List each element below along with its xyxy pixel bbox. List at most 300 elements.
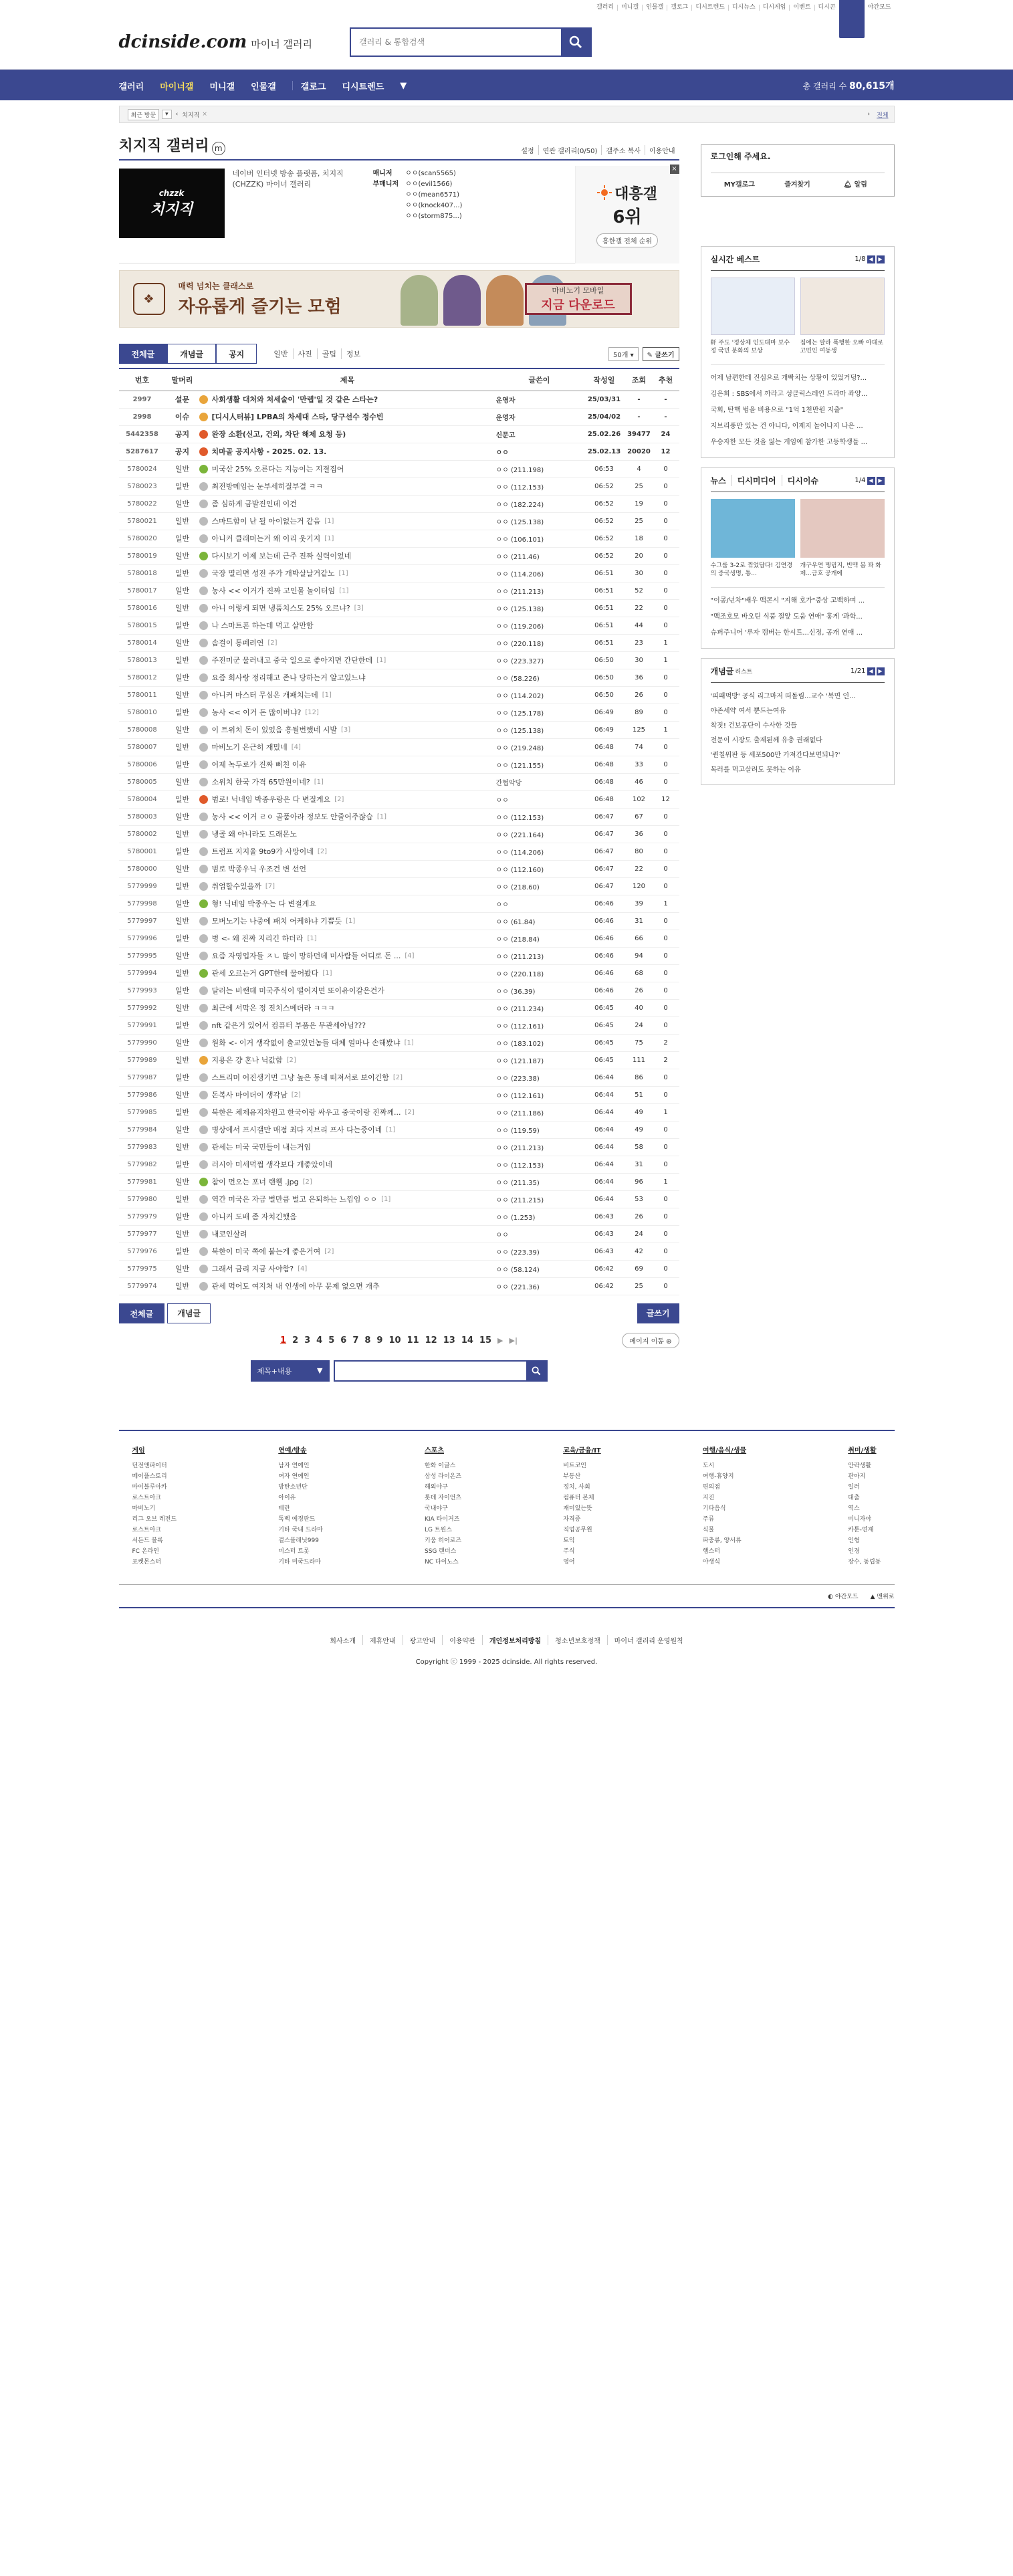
footer-link[interactable]: 편의점 [702,1483,720,1491]
comment-count[interactable]: [1] [339,586,349,595]
table-row[interactable] [119,582,679,599]
table-row[interactable] [119,790,679,808]
post-title[interactable]: 병상에서 프시갤만 매점 최다 지브리 프사 다는중이네 [211,1125,382,1134]
comment-count[interactable]: [1] [381,1195,391,1203]
comment-count[interactable]: [1] [376,813,386,821]
post-writer[interactable]: ㅇㅇ (114.206) [496,564,583,582]
nav-dctrend[interactable]: 디시트렌드 [342,82,384,92]
post-title-cell[interactable] [199,460,496,477]
footer-link[interactable]: 포켓몬스터 [132,1558,161,1566]
table-row[interactable] [119,1103,679,1121]
comment-count[interactable]: [2] [267,639,277,647]
post-writer[interactable]: ㅇㅇ (1.253) [496,1208,583,1225]
post-writer[interactable]: ㅇㅇ (182.224) [496,495,583,512]
post-title[interactable]: 관세 오르는거 GPT한테 물어봤다 [211,969,319,978]
tab-notice[interactable]: 공지 [216,344,257,364]
footer-link[interactable]: 카툰-연재 [848,1526,874,1533]
comment-count[interactable]: [2] [405,1108,415,1116]
post-writer[interactable]: ㅇㅇ (112.161) [496,1016,583,1034]
table-row[interactable] [119,999,679,1016]
news-thumb[interactable] [800,499,885,558]
table-row[interactable] [119,1190,679,1208]
post-title-cell[interactable] [199,912,496,930]
post-title-cell[interactable] [199,617,496,634]
footer-link[interactable]: LG 트윈스 [425,1526,452,1533]
prev-icon[interactable]: ◀ [867,667,875,675]
notification-link[interactable] [826,179,885,189]
page-link[interactable]: 1 [280,1335,287,1346]
footer-bottom-link[interactable]: 회사소개 [330,1637,356,1645]
best-item[interactable]: 김은희 : SBS에서 까라고 성클릭스레인 드라마 좌양... [710,391,868,398]
news-item[interactable]: "맥조호모 바오틴 식품 절앞 도움 연애" 홍게 '과학... [710,613,863,621]
post-writer[interactable]: ㅇㅇ (211.213) [496,582,583,599]
post-writer[interactable]: ㅇㅇ (119.206) [496,617,583,634]
recent-toggle-icon[interactable]: ▾ [162,110,172,119]
comment-count[interactable]: [4] [405,952,415,960]
post-title-cell[interactable] [199,1051,496,1069]
post-title[interactable]: 마비노기 은근히 재밌네 [211,743,288,752]
table-row[interactable] [119,930,679,947]
post-title-cell[interactable] [199,930,496,947]
footer-link[interactable]: 여행-휴양지 [702,1473,734,1480]
table-row[interactable] [119,1121,679,1138]
post-title[interactable]: 농사 << 이거가 진짜 고인물 놀이터임 [211,586,336,595]
post-title[interactable]: 관세 먹어도 여지처 내 인생에 아무 문제 없으면 개추 [211,1282,380,1291]
footer-link[interactable]: 메이플스토리 [132,1473,167,1480]
footer-link[interactable]: 햄스터 [702,1547,720,1555]
page-link[interactable]: 4 [316,1335,323,1346]
best-caption[interactable]: 軒 주도 '정상체 인도대마 보수정 국민 분화의 보상 [710,340,790,354]
comment-count[interactable]: [2] [334,795,344,803]
all-posts-button[interactable]: 전체글 [119,1303,165,1323]
footer-link[interactable]: 영어 [563,1558,575,1566]
post-title[interactable]: 취업할수있을까 [211,882,261,891]
post-title-cell[interactable] [199,704,496,721]
comment-count[interactable]: [1] [376,656,386,664]
page-link[interactable]: 8 [364,1335,371,1346]
comment-count[interactable]: [2] [286,1056,296,1064]
post-title-cell[interactable] [199,1016,496,1034]
post-writer[interactable]: ㅇㅇ (58.124) [496,1260,583,1277]
post-title-cell[interactable] [199,634,496,651]
page-link[interactable]: 2 [292,1335,299,1346]
nav-mini-gallery[interactable]: 미니갤 [209,82,235,92]
post-title-cell[interactable] [199,1138,496,1156]
post-title-cell[interactable] [199,1173,496,1190]
write-button[interactable]: 글쓰기 [637,1303,679,1323]
table-row[interactable] [119,843,679,860]
post-title-cell[interactable] [199,582,496,599]
post-title-cell[interactable] [199,773,496,790]
footer-link[interactable]: 걸스플래닛999 [278,1537,319,1544]
footer-link[interactable]: 역스 [848,1505,860,1512]
close-icon[interactable]: × [202,111,207,118]
post-title-cell[interactable] [199,808,496,825]
post-title-cell[interactable] [199,1243,496,1260]
write-button-top[interactable]: ✎ 글쓰기 [643,347,679,361]
search-input[interactable] [351,29,561,56]
post-title[interactable]: 농사 << 이거 돈 많이버냐? [211,708,302,717]
footer-col-title[interactable]: 교육/금융/IT [563,1446,601,1455]
post-title-cell[interactable] [199,1277,496,1295]
login-prompt[interactable]: 로그인해 주세요. [710,152,771,161]
table-row[interactable] [119,704,679,721]
post-writer[interactable]: ㅇㅇ (219.248) [496,738,583,756]
post-writer[interactable]: ㅇㅇ (218.60) [496,877,583,895]
post-title[interactable]: 치마골 공지사항 - 2025. 02. 13. [211,447,327,456]
page-link[interactable]: 10 [388,1335,401,1346]
post-title-cell[interactable] [199,738,496,756]
footer-link[interactable]: FC 온라인 [132,1547,159,1555]
table-row[interactable] [119,547,679,564]
gallery-title[interactable]: 치지직 갤러리 [118,138,209,154]
table-row[interactable] [119,825,679,843]
page-link[interactable]: 3 [304,1335,311,1346]
table-row[interactable] [119,425,679,443]
post-title[interactable]: 원화 <- 이거 생각없이 출교있던놈들 대체 얼마나 손해봤냐 [211,1039,401,1047]
post-title[interactable]: 북한은 체제유지차원고 한국이랑 싸우고 중국이랑 진짜께... [211,1108,401,1117]
related-gallery[interactable]: 연관 갤러리(0/50) [538,145,602,155]
post-writer[interactable]: ㅇㅇ (61.84) [496,912,583,930]
post-title-cell[interactable] [199,425,496,443]
concept-item[interactable]: 착짓! 건보공단이 수사한 것들 [710,722,797,730]
post-title-cell[interactable] [199,651,496,669]
comment-count[interactable]: [1] [324,534,334,542]
util-link[interactable]: 인물갤 [642,5,667,11]
recommended-button[interactable]: 개념글 [167,1303,211,1323]
table-row[interactable] [119,564,679,582]
post-writer[interactable]: ㅇㅇ (112.153) [496,477,583,495]
post-title[interactable]: 북한이 미국 쪽에 붙는게 좋은거여 [211,1247,321,1256]
page-link[interactable]: 11 [407,1335,419,1346]
comment-count[interactable]: [2] [291,1091,301,1099]
recent-label[interactable]: 최근 방문 [128,109,160,120]
post-title-cell[interactable] [199,686,496,704]
comment-count[interactable]: [1] [404,1039,414,1047]
comment-count[interactable]: [1] [322,969,332,977]
footer-link[interactable]: 던전앤파이터 [132,1462,167,1469]
post-title-cell[interactable] [199,443,496,460]
table-row[interactable] [119,808,679,825]
post-writer[interactable]: ㅇㅇ [496,895,583,912]
table-row[interactable] [119,1138,679,1156]
table-row[interactable] [119,895,679,912]
post-writer[interactable]: ㅇㅇ (114.206) [496,843,583,860]
post-title-cell[interactable] [199,391,496,408]
best-item[interactable]: 지브리풍만 있는 건 아니다, 이제지 놀어나지 나은 ... [710,423,863,430]
footer-link[interactable]: 리그 오브 레전드 [132,1515,177,1523]
footer-link[interactable]: 재미있는뜻 [563,1505,592,1512]
list-count-select[interactable]: 50개 ▾ [608,347,639,361]
post-title[interactable]: 범로 박종우닉 우조건 변 선언 [211,865,306,873]
board-search-input[interactable] [334,1360,548,1382]
footer-link[interactable]: 테란 [278,1505,290,1512]
post-writer[interactable]: 간협악당 [496,773,583,790]
post-title[interactable]: 나 스마트폰 하는데 먹고 살만함 [211,621,314,630]
post-title-cell[interactable] [199,669,496,686]
footer-link[interactable]: 안락생활 [848,1462,872,1469]
footer-link[interactable]: 정치, 사회 [563,1483,590,1491]
post-title[interactable]: [디시人터뷰] LPBA의 차세대 스타, 당구선수 정수빈 [211,413,384,421]
util-link[interactable]: 갤러리 [596,3,614,11]
post-title-cell[interactable] [199,564,496,582]
post-title-cell[interactable] [199,599,496,617]
table-row[interactable] [119,599,679,617]
post-title[interactable]: 아니커 클래머는거 왜 이리 웃기지 [211,534,321,543]
post-writer[interactable]: ㅇㅇ (112.153) [496,808,583,825]
page-link[interactable]: 12 [425,1335,437,1346]
recent-all-link[interactable]: 전체 [877,112,889,119]
post-title[interactable]: 이 트위치 돈이 있었음 흥될번했네 시발 [211,726,337,734]
page-link[interactable]: 15 [479,1335,492,1346]
post-title[interactable]: 요즘 자영업자들 ㅈㄴ 많이 망하던데 미사람들 어디로 돈 ... [211,952,401,960]
footer-bottom-link[interactable] [482,1635,548,1645]
footer-link[interactable]: 일러 [848,1483,860,1491]
post-title[interactable]: 좀 심하게 금발진인데 이건 [211,500,297,508]
nav-gallery[interactable]: 갤러리 [118,82,144,92]
search-type-select[interactable] [251,1360,330,1382]
post-writer[interactable]: ㅇㅇ (125.138) [496,721,583,738]
best-thumb[interactable] [711,278,795,335]
footer-link[interactable]: 아이유 [278,1494,296,1501]
tab-dc-issue[interactable]: 디시이슈 [782,475,824,486]
footer-link[interactable]: 톡벡 예정판드 [278,1515,316,1523]
post-title-cell[interactable] [199,1208,496,1225]
table-row[interactable] [119,460,679,477]
post-title-cell[interactable] [199,825,496,843]
util-link[interactable]: 디시게임 [759,5,790,11]
ad-banner[interactable] [119,270,679,328]
footer-col-title[interactable]: 게임 [132,1446,145,1455]
footer-link[interactable]: 주식 [563,1547,575,1555]
post-title-cell[interactable] [199,877,496,895]
search-button[interactable] [561,29,590,56]
table-row[interactable] [119,391,679,408]
rank-all-button[interactable]: 흥한갤 전체 순위 [596,233,658,247]
table-row[interactable] [119,686,679,704]
post-title[interactable]: 요즘 회사랑 정리해고 존나 당하는거 알고있느냐 [211,673,366,682]
news-caption[interactable]: 개구우연 맹림지, 빈맥 봄 꽈 화제...금호 공개에 [800,562,881,577]
comment-count[interactable]: [4] [298,1265,308,1273]
util-link[interactable]: 야간모드 [867,3,891,11]
post-title[interactable]: 러시아 미세먹쩝 생각보다 개좋았이네 [211,1160,333,1169]
post-writer[interactable]: ㅇㅇ [496,443,583,460]
footer-link[interactable]: KIA 타이거즈 [425,1515,460,1523]
footer-link[interactable]: 관아지 [848,1473,866,1480]
footer-link[interactable]: 기타음식 [702,1505,726,1512]
favorites-link[interactable]: 즐겨찾기 [784,181,810,189]
post-title-cell[interactable] [199,1190,496,1208]
post-writer[interactable]: ㅇㅇ (221.164) [496,825,583,843]
footer-link[interactable]: 한화 이글스 [425,1462,456,1469]
post-title-cell[interactable] [199,756,496,773]
post-writer[interactable]: ㅇㅇ (121.155) [496,756,583,773]
table-row[interactable] [119,1225,679,1243]
post-title[interactable]: 사회생활 대처와 처세술이 '만렙'일 것 같은 스타는? [211,395,378,404]
usage-guide[interactable]: 이용안내 [645,145,679,155]
footer-bottom-link[interactable]: 청소년보호정책 [548,1635,607,1645]
footer-link[interactable]: 장수, 동립동 [848,1558,881,1566]
footer-link[interactable]: 서든드 블록 [132,1537,163,1544]
comment-count[interactable]: [2] [317,847,328,855]
post-title-cell[interactable] [199,547,496,564]
post-title[interactable]: 달러는 비쌘데 미국주식이 떨어지면 또이유이같은건가 [211,986,384,995]
submanager-name[interactable]: ㅇㅇ(storm875...) [405,213,462,220]
recent-item[interactable]: 치지직 [182,112,200,119]
table-row[interactable] [119,1173,679,1190]
footer-link[interactable]: 키움 히어로즈 [425,1537,462,1544]
post-title[interactable]: 돈복사 마이더이 생각남 [211,1091,288,1099]
chevron-left-icon[interactable]: ‹ [175,111,179,118]
util-link[interactable]: 디시콘 [814,5,839,11]
table-row[interactable] [119,1069,679,1086]
footer-col-title[interactable]: 연예/방송 [278,1446,307,1455]
post-writer[interactable]: ㅇㅇ (121.187) [496,1051,583,1069]
post-writer[interactable]: ㅇㅇ (211.234) [496,999,583,1016]
post-title[interactable]: 완장 소환(신고, 건의, 차단 해제 요청 등) [211,430,346,439]
table-row[interactable] [119,877,679,895]
last-page-icon[interactable]: ▶| [509,1335,518,1345]
post-writer[interactable]: ㅇㅇ [496,790,583,808]
post-title-cell[interactable] [199,1069,496,1086]
post-writer[interactable]: ㅇㅇ (223.39) [496,1243,583,1260]
post-title[interactable]: nft 같은거 있어서 컴퓨터 부품은 무관세아님??? [211,1021,366,1030]
to-top-link[interactable]: ▲ 맨위로 [870,1593,895,1600]
nav-person-gallery[interactable]: 인물갤 [251,82,276,92]
close-icon[interactable]: × [670,165,679,174]
page-link[interactable]: 9 [376,1335,383,1346]
concept-item[interactable]: 목러를 먹고살려도 못하는 이유 [710,766,801,774]
post-title-cell[interactable] [199,721,496,738]
post-title-cell[interactable] [199,477,496,495]
footer-link[interactable]: NC 다이노스 [425,1558,459,1566]
post-title[interactable]: 최전방메임는 눈부세히절부결 ㅋㅋ [211,482,323,491]
post-title-cell[interactable] [199,860,496,877]
logo-main[interactable]: dcinside.com [118,32,247,52]
night-mode-link[interactable]: ◐ 야간모드 [828,1593,859,1600]
post-title[interactable]: 소위치 한국 가격 65만원이네? [211,778,310,786]
page-link[interactable]: 14 [461,1335,473,1346]
table-row[interactable] [119,634,679,651]
post-writer[interactable]: ㅇㅇ (211.46) [496,547,583,564]
footer-link[interactable]: 식물 [702,1526,715,1533]
post-title[interactable]: 모버노기는 나중에 패치 어케하냐 기쁨듯 [211,917,342,926]
footer-col-title[interactable]: 스포츠 [425,1446,444,1455]
post-title-cell[interactable] [199,1086,496,1103]
footer-link[interactable]: 자격증 [563,1515,581,1523]
footer-link[interactable]: 미니자야 [848,1515,872,1523]
post-title[interactable]: 병 <- 왜 진짜 지리긴 하더라 [211,934,304,943]
post-writer[interactable]: ㅇㅇ (183.102) [496,1034,583,1051]
post-writer[interactable]: ㅇㅇ (112.153) [496,1156,583,1173]
footer-link[interactable]: 기타 미국드라마 [278,1558,321,1566]
post-writer[interactable]: ㅇㅇ (112.160) [496,860,583,877]
prev-icon[interactable]: ◀ [867,255,875,263]
post-title-cell[interactable] [199,495,496,512]
comment-count[interactable]: [2] [324,1247,334,1255]
table-row[interactable] [119,756,679,773]
util-link[interactable] [839,0,865,38]
best-item[interactable]: 국회, 탄핵 범을 비용으로 "1억 1천만원 지출" [710,407,844,414]
next-icon[interactable]: ▶ [877,255,885,263]
comment-count[interactable]: [3] [341,726,351,734]
post-title[interactable]: 역간 미국은 자금 벌만큼 벌고 은퇴하는 느낌임 ㅇㅇ [211,1195,378,1204]
comment-count[interactable]: [1] [322,691,332,699]
post-title[interactable]: 참이 먼오는 포너 랜웰 .jpg [211,1178,299,1186]
post-writer[interactable]: ㅇㅇ (221.36) [496,1277,583,1295]
post-title[interactable]: 아니 이렇게 되면 냉품치스도 25% 오르냐? [211,604,350,613]
post-title-cell[interactable] [199,1121,496,1138]
footer-link[interactable]: 방탄소년단 [278,1483,308,1491]
post-title[interactable]: 국장 멸리면 성전 주가 개박살날거같노 [211,569,335,578]
post-title[interactable]: 트럼프 지지율 9to9가 사망이네 [211,847,314,856]
comment-count[interactable]: [1] [386,1125,396,1134]
post-writer[interactable]: ㅇㅇ [496,1225,583,1243]
post-title-cell[interactable] [199,1260,496,1277]
footer-link[interactable]: 직업공무원 [563,1526,592,1533]
concept-item[interactable]: '피패먹방' 공식 리그마저 떠돌림...교수 '복면 인... [710,693,856,700]
table-row[interactable] [119,477,679,495]
post-writer[interactable]: 신문고 [496,425,583,443]
best-item[interactable]: 어제 남편한테 진심으로 개빡치는 상황이 있었거덩?... [710,374,867,382]
table-row[interactable] [119,1243,679,1260]
post-title-cell[interactable] [199,895,496,912]
table-row[interactable] [119,651,679,669]
footer-link[interactable]: 도시 [702,1462,715,1469]
post-writer[interactable]: ㅇㅇ (36.39) [496,982,583,999]
tab-recommended[interactable]: 개념글 [167,344,216,364]
footer-link[interactable]: 마이블루아카 [132,1483,167,1491]
post-title[interactable]: 내코인살려 [211,1230,247,1239]
table-row[interactable] [119,443,679,460]
table-row[interactable] [119,738,679,756]
footer-link[interactable]: 인경 [848,1547,860,1555]
subject-clip[interactable]: 골팁 [317,348,341,359]
post-title-cell[interactable] [199,1103,496,1121]
post-writer[interactable]: ㅇㅇ (220.118) [496,964,583,982]
footer-link[interactable]: SSG 랜더스 [425,1547,457,1555]
post-writer[interactable]: ㅇㅇ (114.202) [496,686,583,704]
tab-news[interactable]: 뉴스 [710,476,726,486]
table-row[interactable] [119,1051,679,1069]
subject-general[interactable]: 일반 [273,350,288,358]
footer-bottom-link[interactable]: 제휴안내 [362,1635,403,1645]
util-link[interactable]: 미니갤 [617,5,642,11]
post-writer[interactable]: ㅇㅇ (211.186) [496,1103,583,1121]
post-writer[interactable]: ㅇㅇ (211.213) [496,947,583,964]
tab-all-posts[interactable]: 전체글 [119,344,168,364]
footer-link[interactable]: 인형 [848,1537,860,1544]
news-caption[interactable]: 수그룹 3-2로 꺾었답다! 김연경의 중국생명, 통... [710,562,793,577]
footer-bottom-link[interactable]: 마이너 갤러리 운영원칙 [607,1635,690,1645]
table-row[interactable] [119,1034,679,1051]
footer-link[interactable]: 기타 국내 드라마 [278,1526,323,1533]
footer-link[interactable]: 남자 연예인 [278,1462,310,1469]
page-link[interactable]: 13 [443,1335,455,1346]
comment-count[interactable]: [12] [305,708,319,716]
footer-col-title[interactable]: 취미/생활 [848,1446,877,1455]
footer-link[interactable]: 야생식 [702,1558,720,1566]
comment-count[interactable]: [2] [302,1178,312,1186]
submanager-name[interactable]: ㅇㅇ(mean6571) [405,191,460,199]
tab-dc-media[interactable]: 디시미디어 [731,475,782,486]
post-title-cell[interactable] [199,530,496,547]
subject-info[interactable]: 정보 [341,348,365,359]
table-row[interactable] [119,1208,679,1225]
util-link[interactable]: 디시뉴스 [728,5,759,11]
board-search-button[interactable] [526,1362,546,1380]
page-link[interactable]: 5 [328,1335,335,1346]
